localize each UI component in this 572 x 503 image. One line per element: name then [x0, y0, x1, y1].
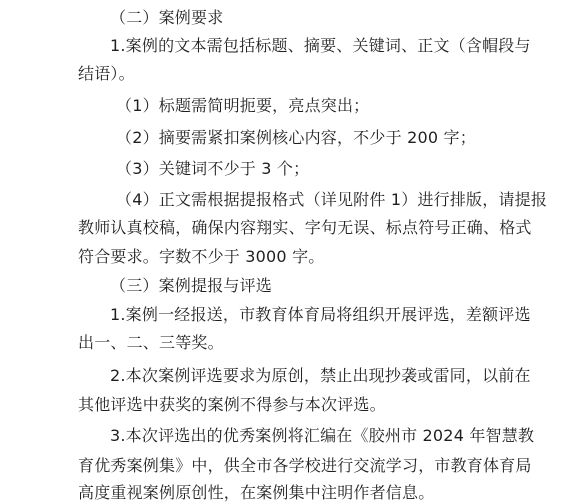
section-heading-requirements: （二）案例要求: [110, 8, 224, 27]
requirement-sub-1: （1）标题需简明扼要，亮点突出；: [116, 96, 370, 115]
requirement-item-1-line-2: 结语）。: [78, 64, 135, 83]
submission-item-3-line-3: 高度重视案例原创性，在案例集中注明作者信息。: [78, 483, 435, 502]
requirement-sub-4-line-2: 教师认真校稿，确保内容翔实、字句无误、标点符号正确、格式: [78, 218, 532, 237]
section-heading-submission: （三）案例提报与评选: [110, 276, 273, 295]
submission-item-1-line-2: 出一、二、三等奖。: [78, 333, 224, 352]
submission-item-1-line-1: 1.案例一经报送，市教育体育局将组织开展评选，差额评选: [110, 305, 531, 324]
requirement-sub-2: （2）摘要需紧扣案例核心内容，不少于 200 字；: [116, 128, 476, 147]
requirement-sub-3: （3）关键词不少于 3 个；: [116, 159, 310, 178]
requirement-sub-4-line-1: （4）正文需根据提报格式（详见附件 1）进行排版，请提报: [116, 190, 548, 209]
requirement-sub-4-line-3: 符合要求。字数不少于 3000 字。: [78, 247, 325, 266]
submission-item-3-line-2: 育优秀案例集》中，供全市各学校进行交流学习，市教育体育局: [78, 456, 532, 475]
requirement-item-1-line-1: 1.案例的文本需包括标题、摘要、关键词、正文（含帽段与: [110, 36, 531, 55]
submission-item-3-line-1: 3.本次评选出的优秀案例将汇编在《胶州市 2024 年智慧教: [110, 426, 535, 445]
submission-item-2-line-2: 其他评选中获奖的案例不得参与本次评选。: [78, 395, 386, 414]
submission-item-2-line-1: 2.本次案例评选要求为原创，禁止出现抄袭或雷同，以前在: [110, 366, 531, 385]
